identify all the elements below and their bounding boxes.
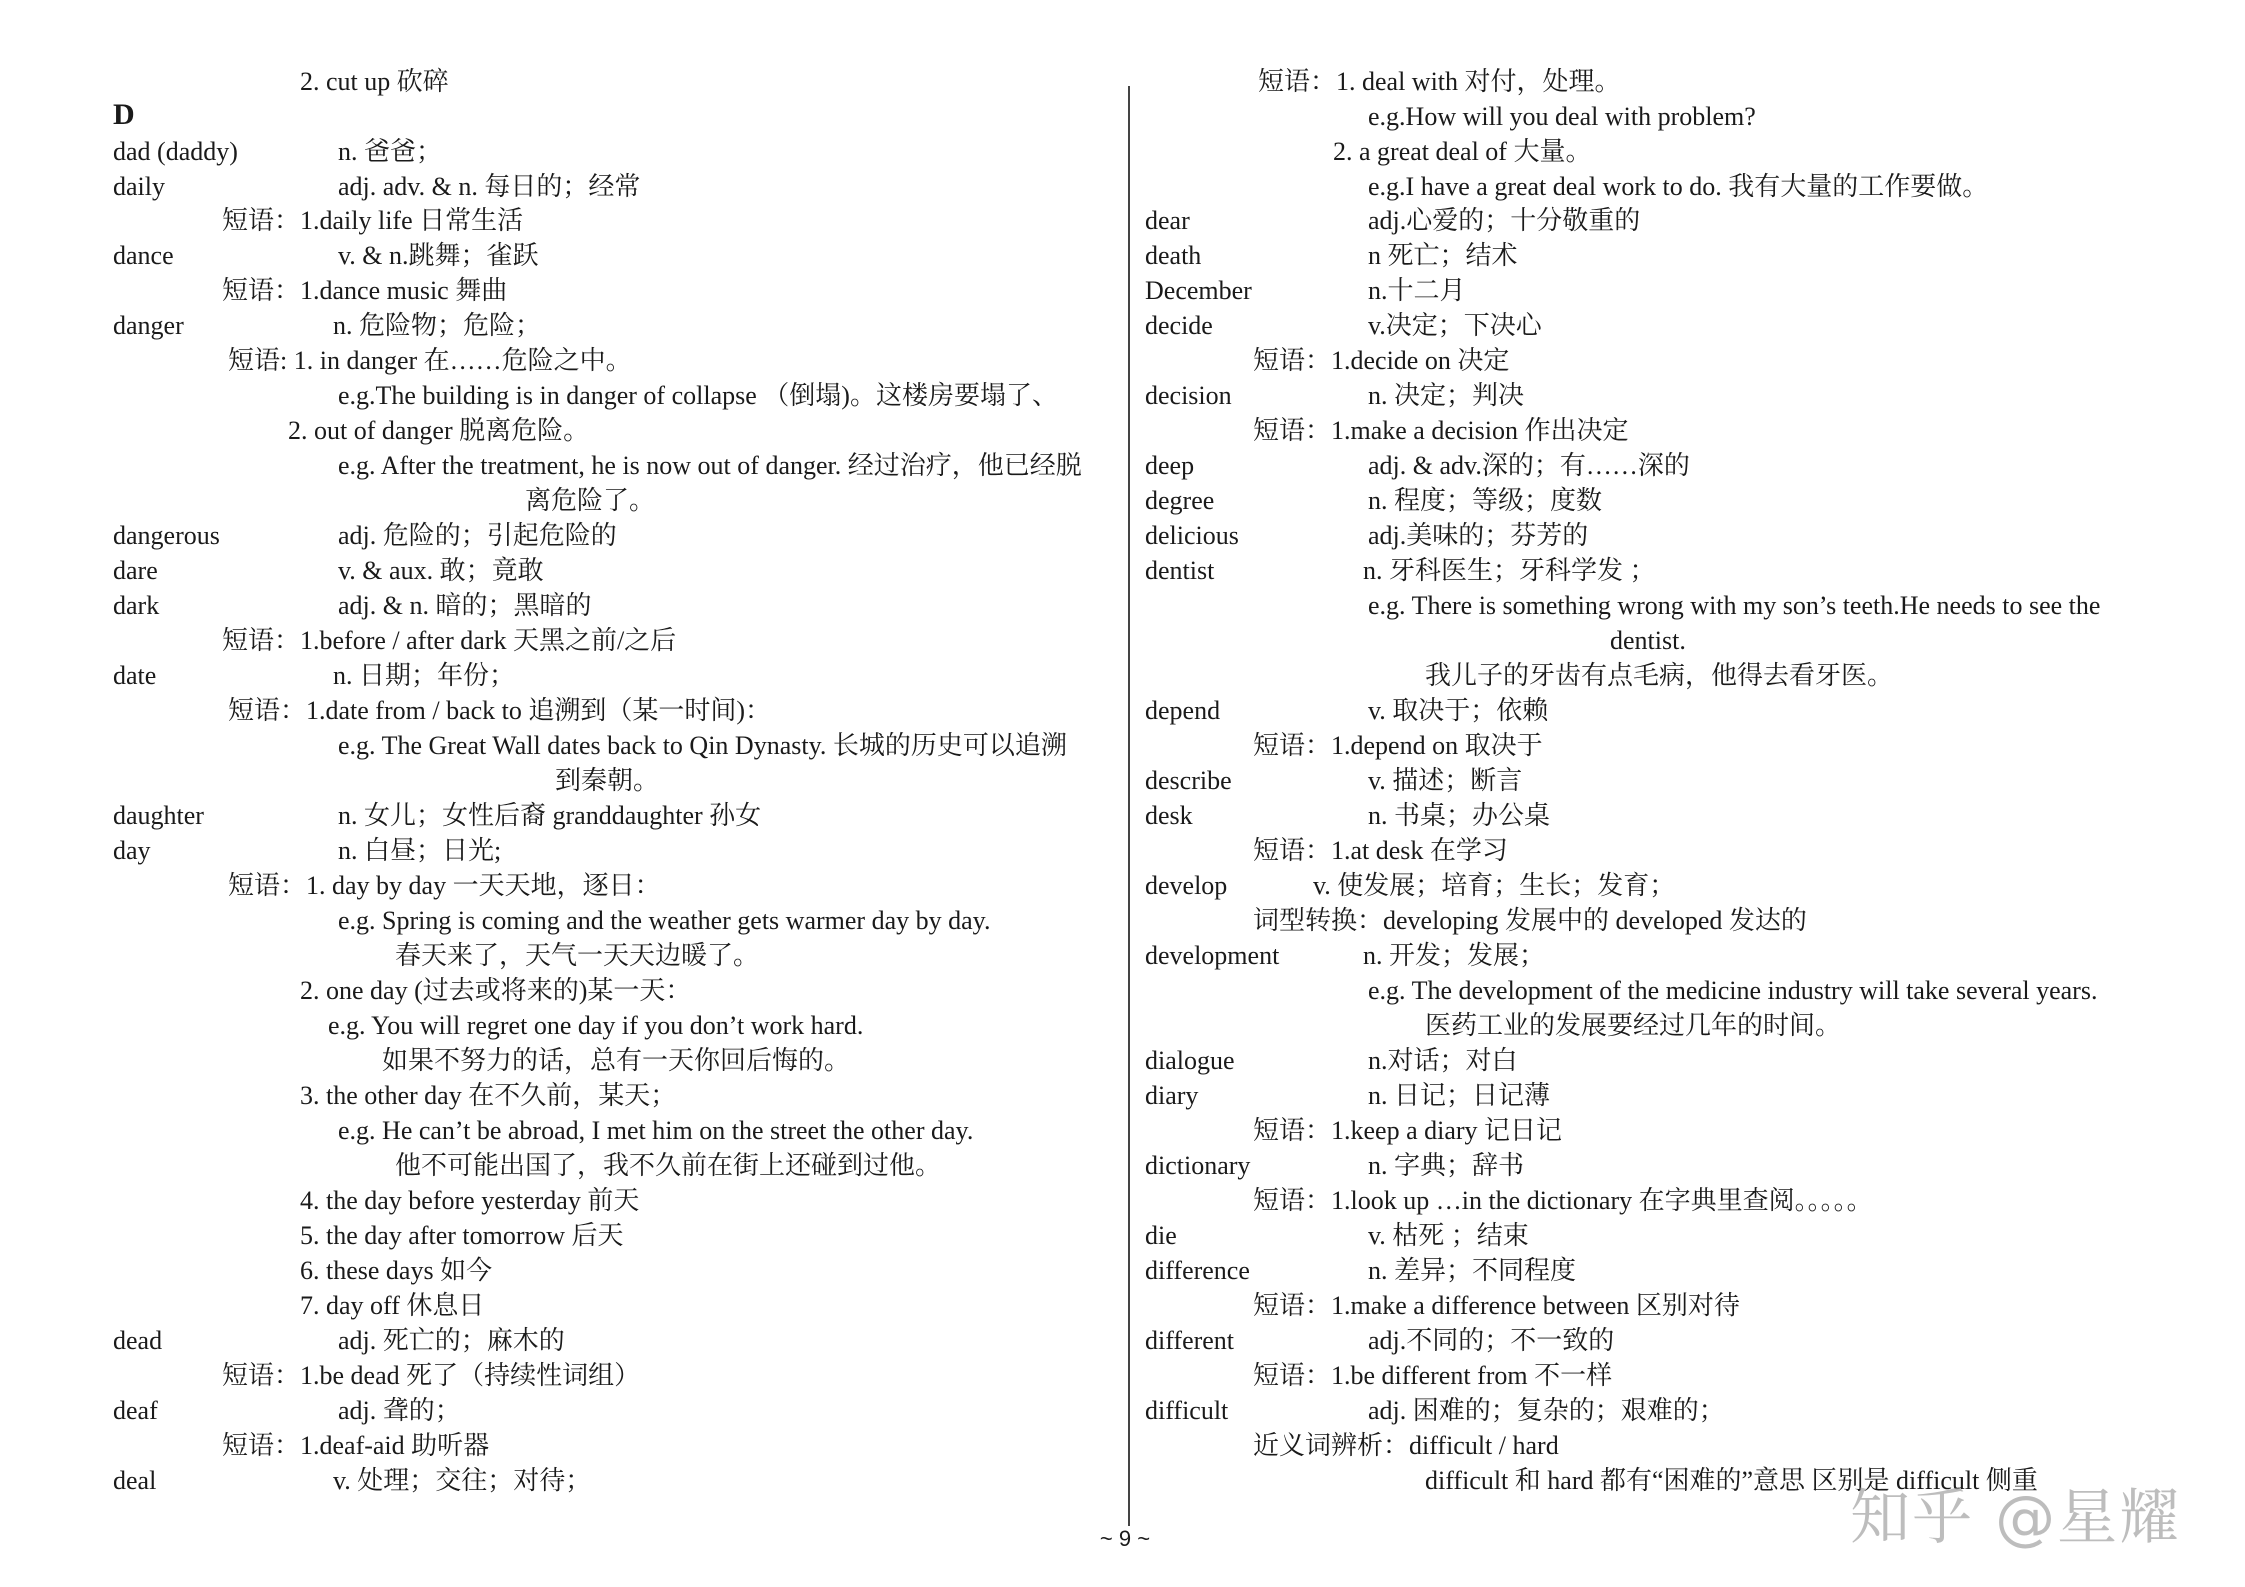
right-line: e.g. The development of the medicine industry will take several years. xyxy=(1368,976,2098,1005)
right-line: 短语：1.look up …in the dictionary 在字典里查阅。。。。。 xyxy=(1253,1186,1873,1215)
left-line: danger xyxy=(113,311,184,340)
left-line: n. 日期；年份； xyxy=(333,661,516,690)
right-line: depend xyxy=(1145,696,1221,725)
right-line: deep xyxy=(1145,451,1195,480)
right-line: December xyxy=(1145,276,1252,305)
left-line: 5. the day after tomorrow 后天 xyxy=(300,1221,624,1250)
right-line: different xyxy=(1145,1326,1235,1355)
left-line: daughter xyxy=(113,801,204,830)
right-line: 短语：1.depend on 取决于 xyxy=(1253,731,1543,760)
left-line: dare xyxy=(113,556,158,585)
left-line: 短语：1. day by day 一天天地，逐日： xyxy=(228,871,661,900)
right-line: n. 书桌；办公桌 xyxy=(1368,801,1551,830)
left-line: e.g.The building is in danger of collapse （倒塌)。这楼房要塌了、 xyxy=(338,381,1058,410)
left-line: e.g. Spring is coming and the weather gets warmer day by day. xyxy=(338,906,991,935)
right-line: dentist xyxy=(1145,556,1215,585)
right-line: n. 开发；发展； xyxy=(1363,941,1546,970)
right-line: 短语：1.make a decision 作出决定 xyxy=(1253,416,1629,445)
left-line: 短语：1.deaf-aid 助听器 xyxy=(222,1431,490,1460)
right-line: 短语：1.make a difference between 区别对待 xyxy=(1253,1291,1740,1320)
right-line: desk xyxy=(1145,801,1193,830)
right-line: degree xyxy=(1145,486,1215,515)
right-line: n. 牙科医生；牙科学发 ； xyxy=(1363,556,1656,585)
left-line: dangerous xyxy=(113,521,220,550)
right-line: 医药工业的发展要经过几年的时间。 xyxy=(1425,1011,1842,1040)
left-line: n. 白昼；日光; xyxy=(338,836,502,865)
left-line: adj. 死亡的；麻木的 xyxy=(338,1326,565,1355)
right-line: n. 差异；不同程度 xyxy=(1368,1256,1577,1285)
right-line: die xyxy=(1145,1221,1177,1250)
left-line: 春天来了，天气一天天边暖了。 xyxy=(395,941,760,970)
right-line: n. 程度；等级；度数 xyxy=(1368,486,1603,515)
right-line: development xyxy=(1145,941,1280,970)
right-line: n 死亡；结术 xyxy=(1368,241,1518,270)
right-line: dictionary xyxy=(1145,1151,1251,1180)
right-line: adj. 困难的；复杂的；艰难的； xyxy=(1368,1396,1725,1425)
watermark: 知乎 @星耀 xyxy=(1850,1483,2182,1553)
right-line: 短语：1.be different from 不一样 xyxy=(1253,1361,1613,1390)
right-line: 短语：1.keep a diary 记日记 xyxy=(1253,1116,1563,1145)
left-line: 4. the day before yesterday 前天 xyxy=(300,1186,640,1215)
left-line: deaf xyxy=(113,1396,158,1425)
right-line: 短语：1.decide on 决定 xyxy=(1253,346,1510,375)
right-line: 短语：1. deal with 对付，处理。 xyxy=(1258,67,1621,96)
left-line: n. 危险物；危险； xyxy=(333,311,542,340)
left-line: 7. day off 休息日 xyxy=(300,1291,485,1320)
right-line: v. 使发展；培育；生长；发育； xyxy=(1313,871,1676,900)
left-line: 短语：1.date from / back to 追溯到（某一时间)： xyxy=(228,696,772,725)
right-line: v. 取决于；依赖 xyxy=(1368,696,1549,725)
right-line: decision xyxy=(1145,381,1232,410)
left-line: n. 女儿；女性后裔 granddaughter 孙女 xyxy=(338,801,762,830)
right-line: adj.美味的；芬芳的 xyxy=(1368,521,1589,550)
right-line: v. 枯死 ；结束 xyxy=(1368,1221,1529,1250)
right-line: 我儿子的牙齿有点毛病，他得去看牙医。 xyxy=(1425,661,1894,690)
right-line: delicious xyxy=(1145,521,1239,550)
right-line: dentist. xyxy=(1610,626,1686,655)
left-line: 6. these days 如今 xyxy=(300,1256,493,1285)
right-line: decide xyxy=(1145,311,1213,340)
page-number: ~ 9 ~ xyxy=(1099,1526,1151,1551)
left-line: dark xyxy=(113,591,160,620)
left-line: e.g. He can’t be abroad, I met him on the street the other day. xyxy=(338,1116,974,1145)
left-line: n. 爸爸； xyxy=(338,137,443,166)
right-line: n. 决定；判决 xyxy=(1368,381,1525,410)
left-line: 他不可能出国了，我不久前在街上还碰到过他。 xyxy=(395,1151,942,1180)
left-line: e.g. The Great Wall dates back to Qin Dynasty. 长城的历史可以追溯 xyxy=(338,731,1067,760)
left-line: dad (daddy) xyxy=(113,137,238,166)
left-line: 2. one day (过去或将来的)某一天： xyxy=(300,976,692,1005)
left-line: D xyxy=(113,98,135,131)
left-line: 短语：1.daily life 日常生活 xyxy=(222,206,524,235)
right-line: difficult xyxy=(1145,1396,1229,1425)
right-line: n. 字典；辞书 xyxy=(1368,1151,1525,1180)
right-line: e.g. There is something wrong with my son’s teeth.He needs to see the xyxy=(1368,591,2101,620)
right-line: e.g.I have a great deal work to do. 我有大量的工作要做。 xyxy=(1368,172,1989,201)
left-line: e.g. After the treatment, he is now out of danger. 经过治疗，他已经脱 xyxy=(338,451,1082,480)
right-line: n. 日记；日记薄 xyxy=(1368,1081,1551,1110)
left-line: v. & aux. 敢；竟敢 xyxy=(338,556,544,585)
left-line: adj. adv. & n. 每日的；经常 xyxy=(338,172,641,201)
left-line: 短语：1.before / after dark 天黑之前/之后 xyxy=(222,626,677,655)
right-line: adj.心爱的；十分敬重的 xyxy=(1368,206,1641,235)
left-line: dance xyxy=(113,241,174,270)
right-line: v.决定；下决心 xyxy=(1368,311,1542,340)
left-line: 2. cut up 砍碎 xyxy=(300,67,449,96)
left-line: 离危险了。 xyxy=(525,486,656,515)
left-line: 短语：1.be dead 死了（持续性词组） xyxy=(222,1361,641,1390)
left-line: adj. 聋的； xyxy=(338,1396,461,1425)
right-line: diary xyxy=(1145,1081,1199,1110)
left-line: deal xyxy=(113,1466,157,1495)
right-line: n.十二月 xyxy=(1368,276,1466,305)
left-line: e.g. You will regret one day if you don’t work hard. xyxy=(328,1011,864,1040)
left-line: daily xyxy=(113,172,165,201)
left-line: 短语：1.dance music 舞曲 xyxy=(222,276,508,305)
right-line: e.g.How will you deal with problem? xyxy=(1368,102,1756,131)
right-line: 近义词辨析：difficult / hard xyxy=(1253,1431,1559,1460)
left-line: 2. out of danger 脱离危险。 xyxy=(288,416,590,445)
left-line: day xyxy=(113,836,151,865)
left-line: 短语: 1. in danger 在……危险之中。 xyxy=(228,346,632,375)
right-line: describe xyxy=(1145,766,1232,795)
right-line: adj. & adv.深的；有……深的 xyxy=(1368,451,1690,480)
right-line: difficult 和 hard 都有“困难的”意思 区别是 difficult 侧重 xyxy=(1425,1466,2038,1495)
column-divider xyxy=(1128,86,1130,1526)
left-line: date xyxy=(113,661,157,690)
right-line: dear xyxy=(1145,206,1190,235)
right-line: adj.不同的；不一致的 xyxy=(1368,1326,1615,1355)
right-line: 词型转换：developing 发展中的 developed 发达的 xyxy=(1253,906,1807,935)
right-line: dialogue xyxy=(1145,1046,1235,1075)
right-line: n.对话；对白 xyxy=(1368,1046,1518,1075)
right-line: v. 描述；断言 xyxy=(1368,766,1523,795)
right-line: develop xyxy=(1145,871,1228,900)
left-line: 到秦朝。 xyxy=(555,766,660,795)
left-line: v. 处理；交往；对待； xyxy=(333,1466,592,1495)
left-line: adj. 危险的；引起危险的 xyxy=(338,521,617,550)
left-line: adj. & n. 暗的；黑暗的 xyxy=(338,591,592,620)
left-line: v. & n.跳舞；雀跃 xyxy=(338,241,539,270)
right-line: difference xyxy=(1145,1256,1250,1285)
left-line: 3. the other day 在不久前，某天； xyxy=(300,1081,677,1110)
right-line: 2. a great deal of 大量。 xyxy=(1333,137,1592,166)
left-line: dead xyxy=(113,1326,163,1355)
right-line: 短语：1.at desk 在学习 xyxy=(1253,836,1508,865)
left-line: 如果不努力的话，总有一天你回后悔的。 xyxy=(382,1046,851,1075)
right-line: death xyxy=(1145,241,1202,270)
